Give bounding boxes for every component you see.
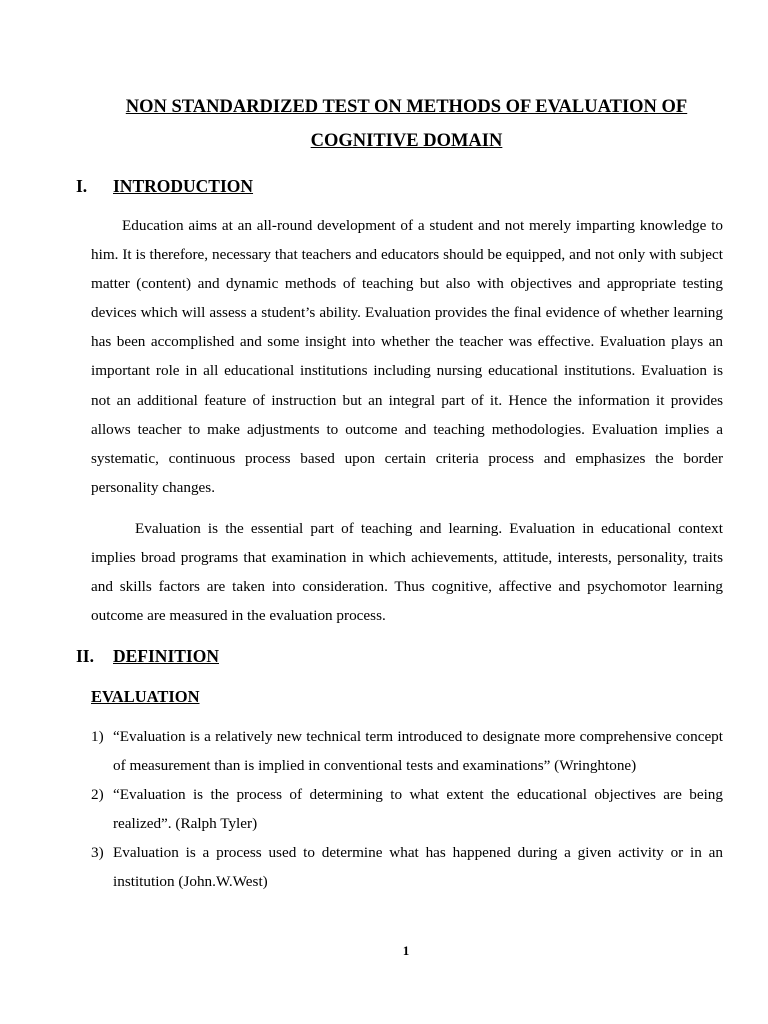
section-number: II. [76, 646, 94, 666]
page-title-line-1: NON STANDARDIZED TEST ON METHODS OF EVALUATION OF [125, 97, 688, 117]
list-marker: 2) [91, 786, 104, 803]
list-marker: 1) [91, 728, 104, 745]
list-marker: 3) [91, 844, 104, 861]
definition-text: “Evaluation is the process of determining to what extent the educational objectives are being realized”. (Ralph Tyler) [113, 786, 723, 832]
intro-paragraph-2: Evaluation is the essential part of teaching and learning. Evaluation in educational context implies broad programs that examination in which achievements, attitude, interests, personality, traits and skills factors are taken into consideration. Thus cognitive, affective and psychomotor learning outcome are measured in the evaluation process. [91, 520, 723, 625]
section-number: I. [76, 176, 88, 196]
subheading-evaluation: EVALUATION [91, 687, 200, 706]
section-title: DEFINITION [113, 646, 219, 666]
definition-list [91, 722, 723, 896]
page-title-line-2: COGNITIVE DOMAIN [310, 131, 503, 151]
section-title: INTRODUCTION [113, 176, 254, 196]
list-item [91, 722, 723, 780]
definition-text: “Evaluation is a relatively new technical term introduced to designate more comprehensive concept of measurement than is implied in conventional tests and examinations” (Wringhtone) [113, 728, 723, 774]
section-heading-introduction [76, 175, 253, 197]
page-title [60, 90, 753, 158]
definition-text: Evaluation is a process used to determine what has happened during a given activity or in an institution (John.W.West) [113, 844, 723, 890]
list-item [91, 780, 723, 838]
page-number: 1 [402, 943, 410, 958]
section-heading-definition [76, 645, 219, 667]
list-item [91, 838, 723, 896]
intro-paragraph-1: Education aims at an all-round development of a student and not merely imparting knowledge to him. It is therefore, necessary that teachers and educators should be equipped, and not only with subject matter (content) and dynamic methods of teaching but also with objectives and appropriate testing devices which will assess a student’s ability. Evaluation provides the final evidence of whether learning has been accomplished and some insight into whether the teacher was effective. Evaluation plays an important role in all educational institutions including nursing educational institutions. Evaluation is not an additional feature of instruction but an integral part of it. Hence the information it provides allows teacher to make adjustments to outcome and teaching methodologies. Evaluation implies a systematic, continuous process based upon certain criteria process and emphasizes the border personality changes. [91, 217, 723, 496]
